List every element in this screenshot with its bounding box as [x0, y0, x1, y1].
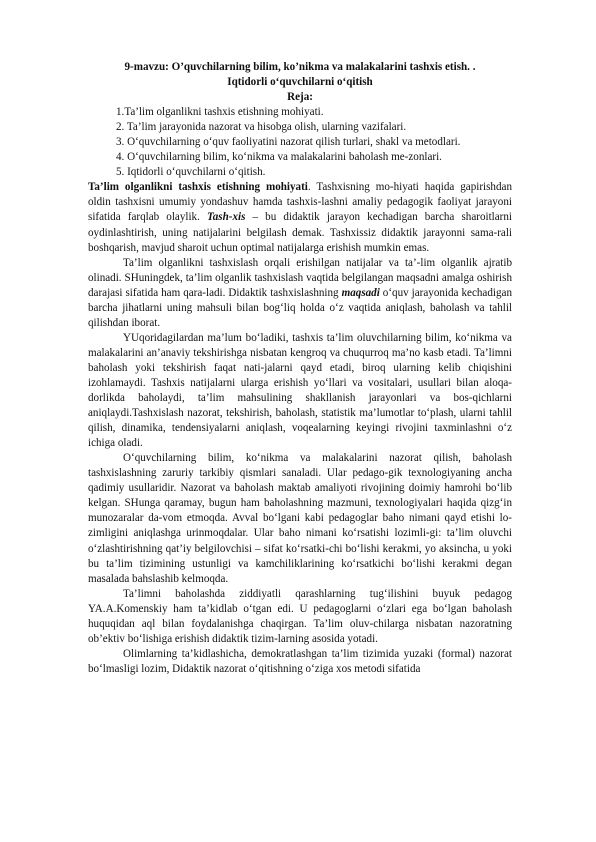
paragraph-text: Ta’lim olganlikni tashxislash orqali erishilgan natijalar va ta’-lim olganlik ajratib olinadi. SHuningdek, ta’lim olganlik tashxislash vaqtida belgilangan maqsadni amalga oshirish darajasi sifatida ham qara-ladi. Didaktik tashxislashning	[88, 256, 512, 299]
lecture-title-line1: 9-mavzu: O’quvchilarning bilim, ko’nikma va malakalarini tashxis etish. .	[124, 61, 476, 73]
plan-heading: Reja:	[287, 91, 313, 104]
plan-item: 4. O‘quvchilarning bilim, ko‘nikma va malakalarini baholash me-zonlari.	[116, 151, 442, 164]
plan-item: 2. Ta’lim jarayonida nazorat va hisobga olish, ularning vazifalari.	[116, 121, 407, 134]
section-lead: Ta’lim olganlikni tashxis etishning mohiyati	[88, 181, 308, 194]
paragraph-komensky: Ta’limni baholashda ziddiyatli qarashlarning tug‘ilishini buyuk pedagog YA.A.Komenskiy ham ta’kidlab o‘tgan edi. U pedagoglarni o‘zlari ega bo‘lgan baholash huquqidan aql bilan foydalanishga chaqirgan. Ta’lim oluv-chilarga nisbatan nazoratning ob’ektiv bo‘lishiga erishish didaktik tizim-larning asosida yotadi.	[88, 587, 512, 645]
paragraph-diagnosis-essence	[88, 180, 512, 255]
plan-item: 5. Iqtidorli o‘quvchilarni o‘qitish.	[116, 166, 266, 179]
paragraph-learning-results	[88, 256, 512, 331]
term-highlight: maqsadi	[341, 286, 380, 299]
paragraph-text: o‘quv jarayonida kechadigan barcha jihatlarni uning mahsuli bilan bog‘liq holda o‘z vaqtida aniqlash, baholash va tahlil qilishdan iborat.	[88, 286, 512, 329]
term-highlight: Tash-xis	[206, 211, 246, 224]
plan-item: 1.Ta’lim olganlikni tashxis etishning mohiyati.	[116, 106, 324, 119]
paragraph-text: . Tashxisning mo-hiyati haqida gapirishdan oldin tashxisni umumiy yondashuv hamda tashxis-lashni amaliy pedagogik faoliyat jarayoni sifatida farqlab olaylik.	[88, 181, 512, 224]
paragraph-control-assessment: O‘quvchilarning bilim, ko‘nikma va malakalarini nazorat qilish, baholash tashxislashning zaruriy tarkibiy qismlari sanaladi. Ular pedago-gik texnologiyaning ancha qadimiy usullaridir. Nazorat va baholash maktab amaliyoti rivojining doimiy hamrohi bo‘lib kelgan. SHunga qaramay, bugun ham baholashning mazmuni, texnologiyalari haqida qizg‘in munozaralar da-vom etmoqda. Avval bo‘lgani kabi pedagoglar baho nimani qayd etishi lo-zimligini aniqlashga urinmoqdalar. Ular baho nimani ko‘rsatishi lozimli-gi: ta’lim oluvchi o‘zlashtirishning qat’iy belgilovchisi – sifat ko‘rsatki-chi bo‘lishi kerakmi, yo aksincha, u yoki bu ta’lim tizimining ustunligi va kamchiliklarining ko‘rsatkichi bo‘lishi kerakmi degan masalada bahslashib kelmoqda.	[88, 452, 512, 585]
paragraph-diagnosis-scope: YUqoridagilardan ma’lum bo‘ladiki, tashxis ta’lim oluvchilarning bilim, ko‘nikma va malakalarini an’anaviy tekshirishga nisbatan kengroq va chuqurroq ma’no kasb etadi. Ta’limni baholash yoki tekshirish faqat nati-jalarni qayd etadi, biroq ularning kelib chiqishini izohlamaydi. Tashxis natijalarni ularga erishish yo‘llari va vositalari, usullari bilan aloqa-dorlikda baholaydi, ta’lim mahsulining shakllanish jarayonlari va bos-qichlarni aniqlaydi.Tashxislash nazorat, tekshirish, baholash, statistik ma’lumotlar to‘plash, ularni tahlil qilish, dinamika, tendensiyalarni aniqlash, voqealarning keyingi rivojini taxminlashni o‘z ichiga oladi.	[88, 331, 512, 450]
plan-list	[88, 105, 512, 180]
paragraph-democratic-control: Olimlarning ta’kidlashicha, demokratlashgan ta’lim tizimida yuzaki (formal) nazorat bo‘lmasligi lozim, Didaktik nazorat o‘qitishning o‘ziga xos metodi sifatida	[88, 647, 512, 675]
paragraph-text: – bu didaktik jarayon kechadigan barcha sharoitlarni oydinlashtirish, uning natijalarini belgilash demak. Tashxissiz didaktik jarayonni sama-rali boshqarish, mavjud sharoit uchun optimal natijalarga erishish mumkin emas.	[88, 211, 512, 254]
lecture-title-line2: Iqtidorli o‘quvchilarni o‘qitish	[227, 76, 373, 89]
plan-item: 3. O‘quvchilarning o‘quv faoliyatini nazorat qilish turlari, shakl va metodlari.	[116, 136, 461, 149]
document-page	[88, 60, 512, 677]
